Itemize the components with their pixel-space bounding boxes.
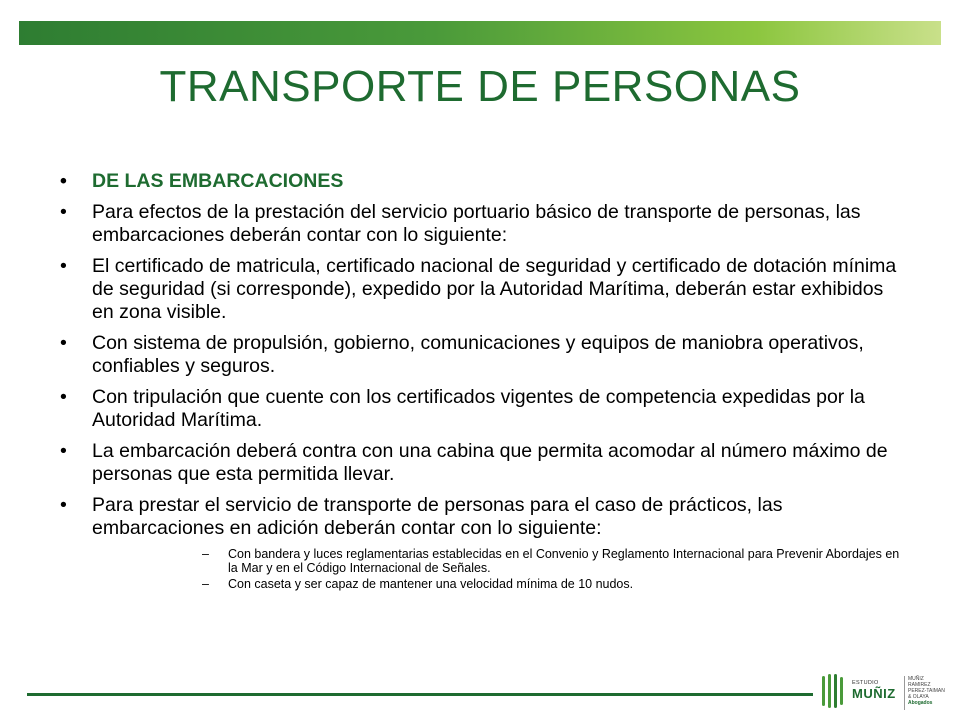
logo-separator (904, 676, 905, 710)
sub-bullet-text: Con bandera y luces reglamentarias establecidas en el Convenio y Reglamento Internacional para Prevenir Abordajes en la Mar y en el Código Internacional de Señales. (228, 547, 900, 575)
logo-suffix: Abogados (908, 700, 933, 706)
bullet-item: • Con tripulación que cuente con los certificados vigentes de competencia expedidas por la Autoridad Marítima. (60, 386, 900, 432)
bullet-item: • La embarcación deberá contra con una cabina que permita acomodar al número máximo de personas que esta permitida llevar. (60, 440, 900, 486)
bullet-item: • Para prestar el servicio de transporte de personas para el caso de prácticos, las embarcaciones en adición deberán contar con lo siguiente: (60, 494, 900, 540)
top-gradient-bar (19, 21, 941, 45)
bottom-divider-line (27, 693, 813, 696)
sub-bullet-item (60, 578, 900, 592)
logo-small-text: ESTUDIO (852, 680, 879, 686)
logo-partner-name: RAMIREZ (908, 682, 931, 688)
logo-mark-icon (822, 674, 848, 708)
bullet-item: • Para efectos de la prestación del servicio portuario básico de transporte de personas, las embarcaciones deberán contar con lo siguiente: (60, 201, 900, 247)
logo-partner-name: MUÑIZ (908, 676, 924, 682)
sub-bullet-item (60, 548, 900, 575)
section-heading: • DE LAS EMBARCACIONES (60, 170, 900, 193)
logo-partner-name: PEREZ-TAIMAN (908, 688, 945, 694)
firm-logo (818, 670, 948, 715)
logo-partners (908, 676, 945, 706)
slide-title: TRANSPORTE DE PERSONAS (159, 62, 801, 111)
logo-brand-text: MUÑIZ (852, 686, 896, 701)
slide-content (60, 170, 900, 595)
logo-partner-name: & OLAYA (908, 694, 929, 700)
bullet-item: • El certificado de matricula, certificado nacional de seguridad y certificado de dotación mínima de seguridad (si corresponde), expedido por la Autoridad Marítima, deberán estar exhibidos en zona visible. (60, 255, 900, 324)
bullet-item: • Con sistema de propulsión, gobierno, comunicaciones y equipos de maniobra operativos, confiables y seguros. (60, 332, 900, 378)
sub-bullet-marker: – (202, 547, 209, 561)
sub-bullet-text: Con caseta y ser capaz de mantener una velocidad mínima de 10 nudos. (228, 577, 634, 591)
sub-bullet-marker: – (202, 577, 209, 591)
